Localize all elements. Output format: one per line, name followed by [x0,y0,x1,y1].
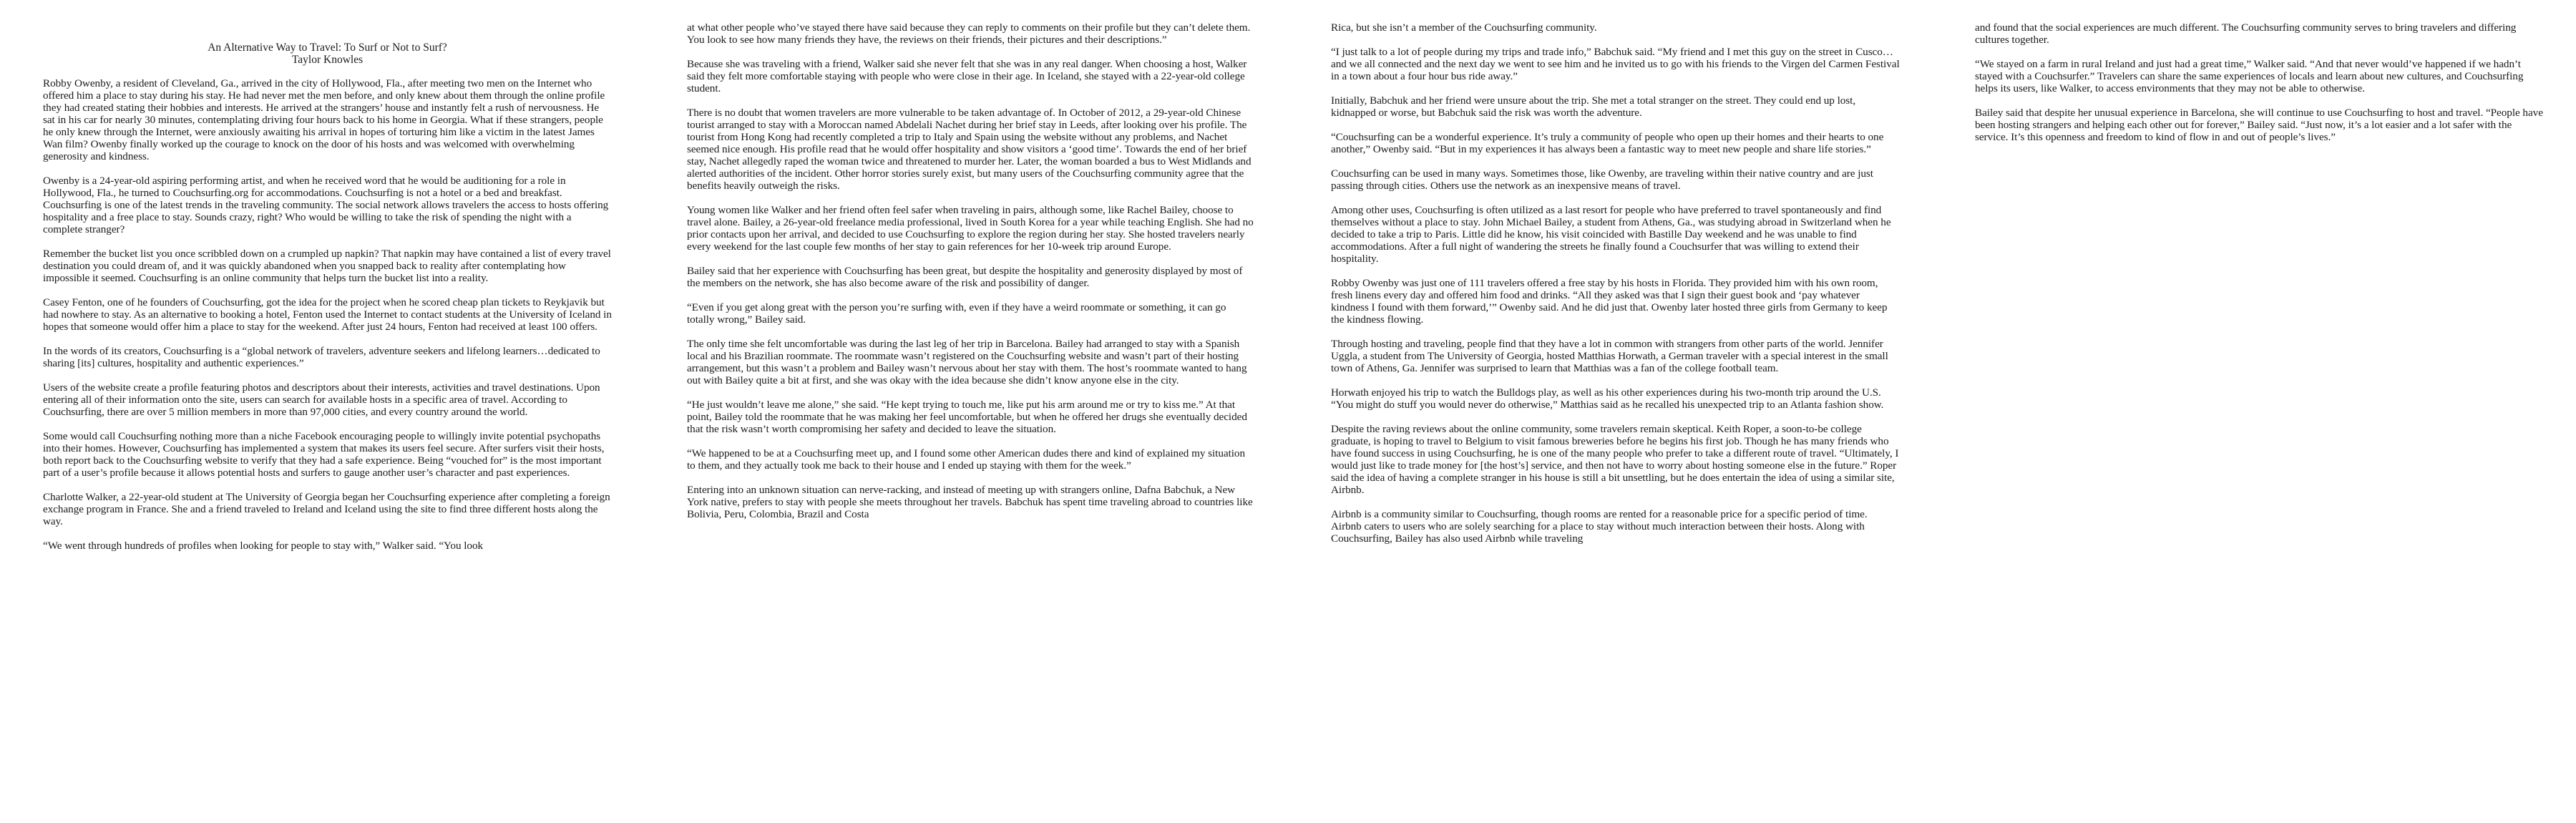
paragraph: Despite the raving reviews about the online community, some travelers remain skeptical. Keith Roper, a soon-to-be college graduate, is hoping to travel to Belgium to visit famous breweries before he begins his first job. Though he has many friends who have found success in using Couchsurfing, he is one of the many people who prefer to take a different route of travel. “Ultimately, I would just like to trade money for [the host’s] service, and then not have to worry about hosting someone else in the future.” Roper said the idea of having a complete stranger in his house is still a bit unsettling, but he does entertain the idea of using a similar site, Airbnb. [1331,423,1899,496]
document-page-2 [644,0,1288,823]
paragraph: Among other uses, Couchsurfing is often utilized as a last resort for people who have preferred to travel spontaneously and find themselves without a place to stay. John Michael Bailey, a student from Athens, Ga., was studying abroad in Switzerland when he decided to take a trip to Paris. Little did he know, his visit coincided with Bastille Day weekend and he was unable to find accommodations. After a full night of wandering the streets he finally found a Couchsurfer that was willing to extend their hospitality. [1331,204,1891,265]
paragraph: Through hosting and traveling, people find that they have a lot in common with strangers from other parts of the world. Jennifer Uggla, a student from The University of Georgia, hosted Matthias Horwath, a German traveler with a special interest in the small town of Athens, Ga. Jennifer was surprised to learn that Matthias was a fan of the college football team. [1331,338,1888,374]
paragraph: Airbnb is a community similar to Couchsurfing, though rooms are rented for a reasonable price for a specific period of time. Airbnb caters to users who are solely searching for a place to stay without much interaction between their hosts. Along with Couchsurfing, Bailey has also used Airbnb while traveling [1331,508,1868,545]
paragraph: In the words of its creators, Couchsurfing is a “global network of travelers, adventure seekers and lifelong learners…dedicated to sharing [its] cultures, hospitality and authentic experiences.” [43,345,600,369]
paragraph: Robby Owenby was just one of 111 travelers offered a free stay by his hosts in Florida. They provided him with his own room, fresh linens every day and offered him food and drinks. “All they asked was that I sign their guest book and ‘pay whatever kindness I found with them forward,’” Owenby said. And he did just that. Owenby later hosted three girls from Germany to keep the kindness flowing. [1331,277,1888,326]
paragraph: Bailey said that despite her unusual experience in Barcelona, she will continue to use Couchsurfing to host and travel. “People have been hosting strangers and helping each other out for forever,” Bailey said. “Just now, it’s a lot easier and a lot safer with the service. It’s this openness and freedom to kind of flow in and out of people’s lives.” [1975,107,2543,143]
paragraph: “We happened to be at a Couchsurfing meet up, and I found some other American dudes there and kind of explained my situation to them, and they actually took me back to their house and I ended up staying with them for the week.” [687,447,1245,472]
paragraph: Some would call Couchsurfing nothing more than a niche Facebook encouraging people to willingly invite potential psychopaths into their homes. However, Couchsurfing has implemented a system that makes its users feel secure. After surfers visit their hosts, both report back to the Couchsurfing website to verify that they had a safe experience. Being “vouched for” is the most important part of a user’s profile because it allows potential hosts and surfers to gauge another user’s character and past experiences. [43,430,605,479]
paragraph: The only time she felt uncomfortable was during the last leg of her trip in Barcelona. Bailey had arranged to stay with a Spanish local and his Brazilian roommate. The roommate wasn’t registered on the Couchsurfing website and wasn’t part of their hosting arrangement, but this wasn’t a problem and Bailey wasn’t nervous about her stay with them. The host’s roommate wanted to hang out with Bailey quite a bit at first, and she was okay with the idea because she didn’t know anyone else in the city. [687,338,1247,386]
document-header [43,42,612,66]
paragraph: Casey Fenton, one of he founders of Couchsurfing, got the idea for the project when he scored cheap plan tickets to Reykjavik but had nowhere to stay. As an alternative to booking a hotel, Fenton used the Internet to contact students at the University of Iceland in hopes that someone would offer him a place to stay for the weekend. After just 24 hours, Fenton had received at least 100 offers. [43,296,612,333]
paragraph: “We stayed on a farm in rural Ireland and just had a great time,” Walker said. “And that never would’ve happened if we hadn’t stayed with a Couchsurfer.” Travelers can share the same experiences of locals and learn about new cultures, and Couchsurfing helps its users, like Walker, to access environments that they may not be able to otherwise. [1975,58,2524,94]
paragraph: “Even if you get along great with the person you’re surfing with, even if they have a weird roommate or something, it can go totally wrong,” Bailey said. [687,301,1226,326]
paragraph: and found that the social experiences are much different. The Couchsurfing community serves to bring travelers and differing cultures together. [1975,21,2517,46]
paragraph: Owenby is a 24-year-old aspiring performing artist, and when he received word that he would be auditioning for a role in Hollywood, Fla., he turned to Couchsurfing.org for accommodations. Couchsurfing is not a hotel or a bed and breakfast. Couchsurfing is one of the latest trends in the traveling community. The social network allows travelers the access to hosts offering hospitality and a free place to stay. Sounds crazy, right? Who would be willing to take the risk of spending the night with a complete stranger? [43,175,609,235]
paragraph: Rica, but she isn’t a member of the Couchsurfing community. [1331,21,1597,34]
document-author: Taylor Knowles [291,54,364,66]
document-title: An Alternative Way to Travel: To Surf or Not to Surf? [208,42,447,54]
paragraph: “Couchsurfing can be a wonderful experience. It’s truly a community of people who open up their homes and their hearts to one another,” Owenby said. “But in my experiences it has always been a fantastic way to meet new people and share life stories.” [1331,131,1884,155]
paragraph: Couchsurfing can be used in many ways. Sometimes those, like Owenby, are traveling within their native country and are just passing through cities. Others use the network as an inexpensive means of travel. [1331,167,1873,192]
paragraph: Initially, Babchuk and her friend were unsure about the trip. She met a total stranger on the street. They could end up lost, kidnapped or worse, but Babchuk said the risk was worth the adventure. [1331,94,1856,119]
paragraph: “He just wouldn’t leave me alone,” she said. “He kept trying to touch me, like put his arm around me or try to kiss me.” At that point, Bailey told the roommate that he was making her feel uncomfortable, but when he offered her drugs she eventually decided that the risk wasn’t worth compromising her safety and decided to leave the situation. [687,399,1247,435]
paragraph: “I just talk to a lot of people during my trips and trade info,” Babchuk said. “My friend and I met this guy on the street in Cusco…and we all connected and the next day we went to see him and he invited us to go with his friends to the Virgen del Carmen Festival in a town about a four hour bus ride away.” [1331,46,1900,82]
paragraph: There is no doubt that women travelers are more vulnerable to be taken advantage of. In October of 2012, a 29-year-old Chinese tourist arranged to stay with a Moroccan named Abdelali Nachet during her brief stay in Leeds, after looking over his profile. The tourist from Hong Kong had recently completed a trip to Italy and Spain using the website without any problems, and Nachet seemed nice enough. His profile read that he would offer hospitality and show visitors a ‘good time’. Towards the end of her brief stay, Nachet allegedly raped the woman twice and threatened to murder her. Later, the woman boarded a bus to West Midlands and alerted authorities of the incident. Other horror stories surely exist, but many users of the Couchsurfing community agree that the benefits heavily outweigh the risks. [687,107,1252,192]
paragraph: Robby Owenby, a resident of Cleveland, Ga., arrived in the city of Hollywood, Fla., after meeting two men on the Internet who offered him a place to stay during his stay. He had never met the men before, and only knew about them through the online profile they had created stating their hobbies and interests. He arrived at the strangers’ house and instantly felt a rush of nervousness. He sat in his car for nearly 30 minutes, contemplating driving four hours back to his home in Georgia. What if these strangers, people he only knew through the Internet, were anxiously awaiting his arrival in hopes of torturing him like a victim in the latest James Wan film? Owenby finally worked up the courage to knock on the door of his hosts and was welcomed with overwhelming generosity and kindness. [43,77,605,162]
document-page-3 [1288,0,1932,823]
document-page-1 [0,0,644,823]
paragraph: Bailey said that her experience with Couchsurfing has been great, but despite the hospitality and generosity displayed by most of the members on the network, she has also become aware of the risk and possibility of danger. [687,265,1243,289]
document-page-4 [1932,0,2576,823]
paragraph: Because she was traveling with a friend, Walker said she never felt that she was in any real danger. When choosing a host, Walker said they felt more comfortable staying with people who were close in their age. In Iceland, she stayed with a 22-year-old college student. [687,58,1247,94]
paragraph: Young women like Walker and her friend often feel safer when traveling in pairs, although some, like Rachel Bailey, choose to travel alone. Bailey, a 26-year-old freelance media professional, lived in South Korea for a year while teaching English. She had no prior contacts upon her arrival, and decided to use Couchsurfing to explore the region during her stay. She hosted travelers nearly every weekend for the last couple few months of her stay to gain references for her 10-week trip around Europe. [687,204,1254,253]
paragraph: at what other people who’ve stayed there have said because they can reply to comments on their profile but they can’t delete them. You look to see how many friends they have, the reviews on their friends, their pictures and their descriptions.” [687,21,1251,46]
paragraph: “We went through hundreds of profiles when looking for people to stay with,” Walker said. “You look [43,540,484,552]
paragraph: Horwath enjoyed his trip to watch the Bulldogs play, as well as his other experiences during his two-month trip around the U.S. “You might do stuff you would never do otherwise,” Matthias said as he recalled his unexpected trip to an Atlanta fashion show. [1331,386,1884,411]
paragraph: Users of the website create a profile featuring photos and descriptors about their interests, activities and travel destinations. Upon entering all of their information onto the site, users can search for available hosts in a specific area of travel. According to Couchsurfing, there are over 5 million members in more than 97,000 cities, and every country around the world. [43,381,600,418]
paragraph: Charlotte Walker, a 22-year-old student at The University of Georgia began her Couchsurfing experience after completing a foreign exchange program in France. She and a friend traveled to Ireland and Iceland using the site to find three different hosts along the way. [43,491,610,527]
paragraph: Entering into an unknown situation can nerve-racking, and instead of meeting up with strangers online, Dafna Babchuk, a New York native, prefers to stay with people she meets throughout her travels. Babchuk has spent time traveling abroad to countries like Bolivia, Peru, Colombia, Brazil and Costa [687,484,1253,520]
paragraph: Remember the bucket list you once scribbled down on a crumpled up napkin? That napkin may have contained a list of every travel destination you could dream of, and it was quickly abandoned when you snapped back to reality after contemplating how impossible it seemed. Couchsurfing is an online community that helps turn the bucket list into a reality. [43,248,611,284]
